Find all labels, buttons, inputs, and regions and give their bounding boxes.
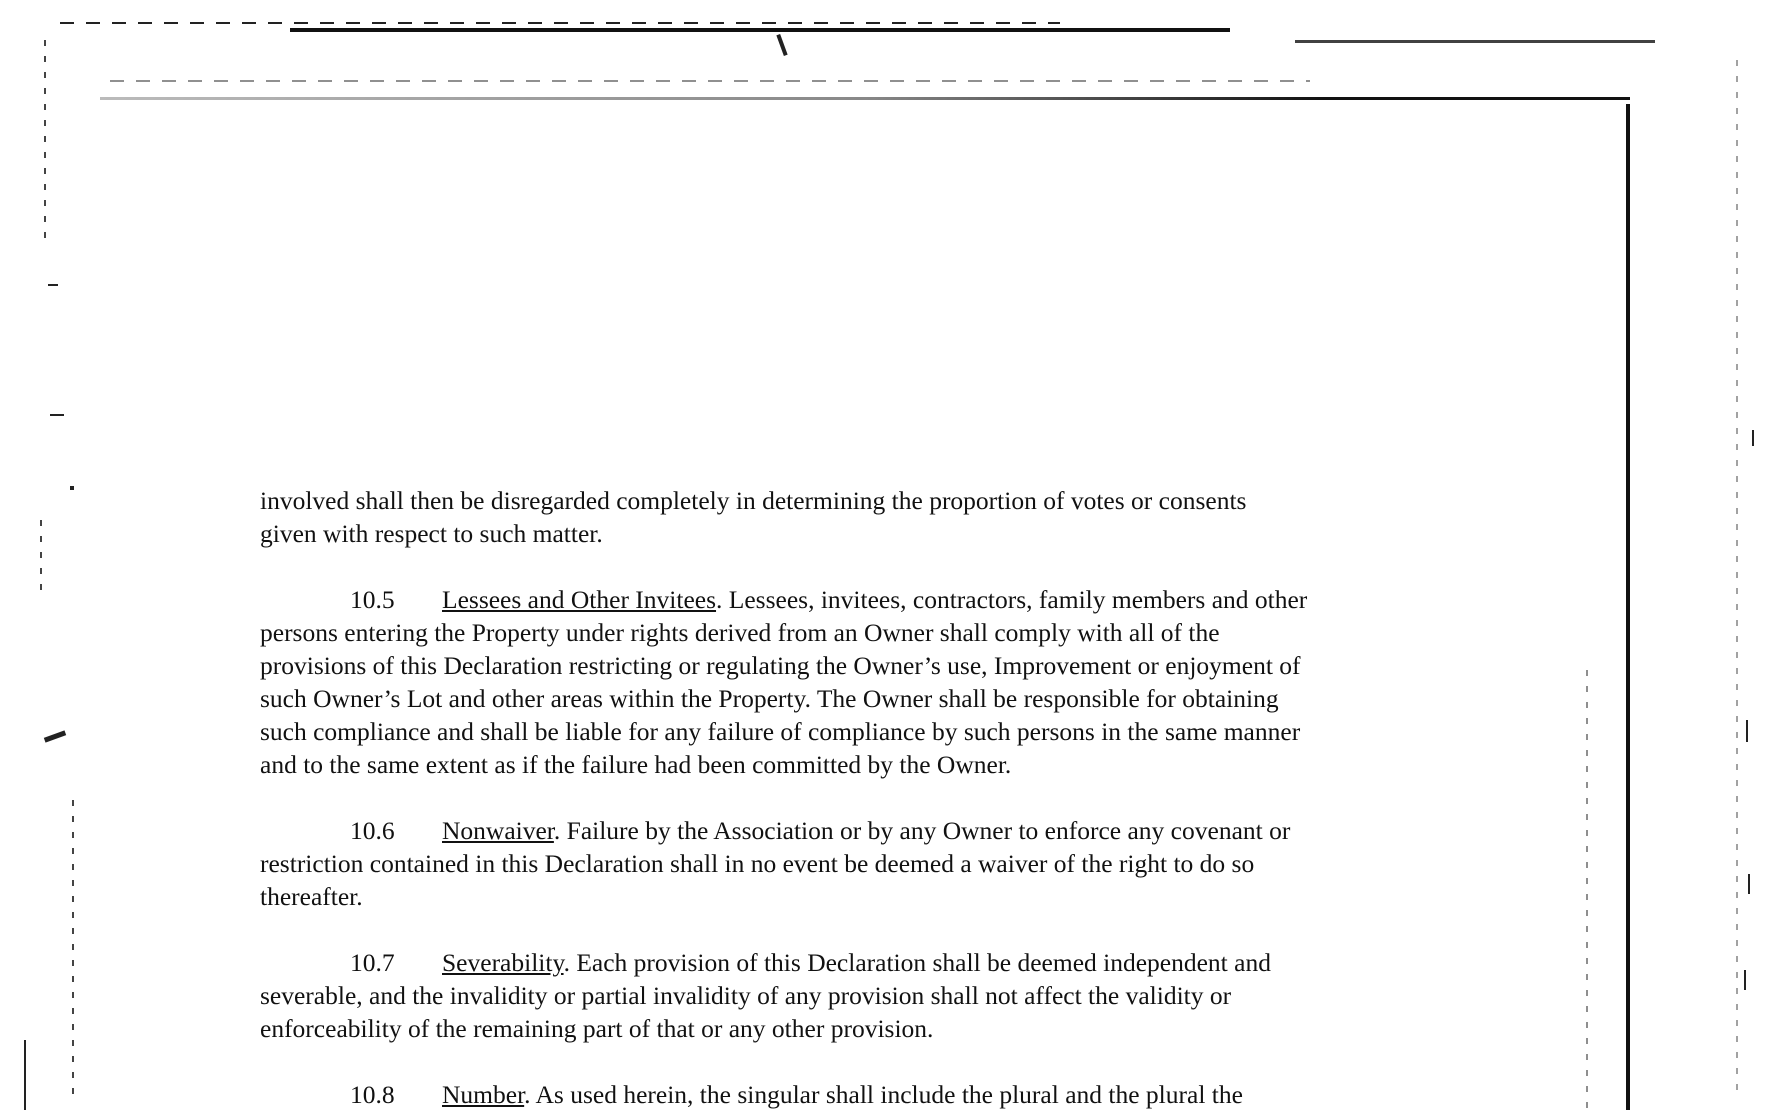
paragraph-line: severable, and the invalidity or partial invalidity of any provision shall not affect the validity or (260, 981, 1232, 1010)
paragraph-line: given with respect to such matter. (260, 519, 603, 548)
scan-right-margin-2 (1736, 60, 1738, 1100)
section-first-line (260, 946, 1410, 979)
section-number: 10.5 (350, 585, 395, 614)
section-10-5 (260, 583, 1410, 781)
scan-speck (1748, 874, 1750, 894)
section-heading: Lessees and Other Invitees (442, 585, 717, 614)
section-10-6 (260, 814, 1410, 913)
section-first-line-text: . As used herein, the singular shall include the plural and the plural the (524, 1080, 1243, 1109)
scan-left-margin (44, 40, 46, 240)
scan-right-margin (1586, 670, 1588, 1110)
paragraph-line: persons entering the Property under rights derived from an Owner shall comply with all of the (260, 618, 1220, 647)
scan-top-rule-right (1295, 40, 1655, 43)
paragraph-line: such Owner’s Lot and other areas within the Property. The Owner shall be responsible for obtaining (260, 684, 1279, 713)
scan-frame-top (100, 97, 1630, 100)
paragraph-line: restriction contained in this Declaration shall in no event be deemed a waiver of the right to do so (260, 849, 1255, 878)
scan-top-dash (60, 22, 1060, 24)
section-number: 10.7 (350, 948, 395, 977)
section-number: 10.8 (350, 1080, 395, 1109)
scan-speck (50, 414, 64, 416)
scan-speck (1746, 720, 1748, 742)
document-body (260, 484, 1410, 1110)
section-first-line (260, 814, 1410, 847)
section-heading: Severability (442, 948, 564, 977)
section-first-line-text: . Each provision of this Declaration shall be deemed independent and (563, 948, 1271, 977)
section-heading: Number (442, 1080, 525, 1109)
scan-left-margin-2 (40, 520, 42, 600)
paragraph-line: provisions of this Declaration restricting or regulating the Owner’s use, Improvement or enjoyment of (260, 651, 1301, 680)
scan-left-margin-3 (72, 800, 74, 1100)
section-number: 10.6 (350, 816, 395, 845)
section-10-8 (260, 1078, 1410, 1110)
scan-speck (70, 486, 74, 490)
scan-mark (776, 34, 787, 56)
scan-speck (44, 730, 66, 742)
scan-speck (1744, 970, 1746, 990)
paragraph-line: such compliance and shall be liable for any failure of compliance by such persons in the same manner (260, 717, 1301, 746)
paragraph-line: enforceability of the remaining part of that or any other provision. (260, 1014, 934, 1043)
paragraph-line: involved shall then be disregarded completely in determining the proportion of votes or consents (260, 486, 1247, 515)
scan-speck (1752, 430, 1754, 446)
section-heading: Nonwaiver (442, 816, 554, 845)
paragraph-line: thereafter. (260, 882, 363, 911)
scan-second-dash (110, 80, 1310, 82)
section-10-7 (260, 946, 1410, 1045)
section-first-line-text: . Lessees, invitees, contractors, family members and other (716, 585, 1308, 614)
scan-speck (48, 284, 58, 286)
section-first-line (260, 1078, 1410, 1110)
scan-frame-right (1626, 104, 1630, 1110)
scan-top-rule (290, 28, 1230, 32)
scan-speck (24, 1040, 26, 1110)
section-first-line (260, 583, 1410, 616)
section-first-line-text: . Failure by the Association or by any Owner to enforce any covenant or (553, 816, 1291, 845)
paragraph-continuation (260, 484, 1410, 550)
paragraph-line: and to the same extent as if the failure had been committed by the Owner. (260, 750, 1012, 779)
